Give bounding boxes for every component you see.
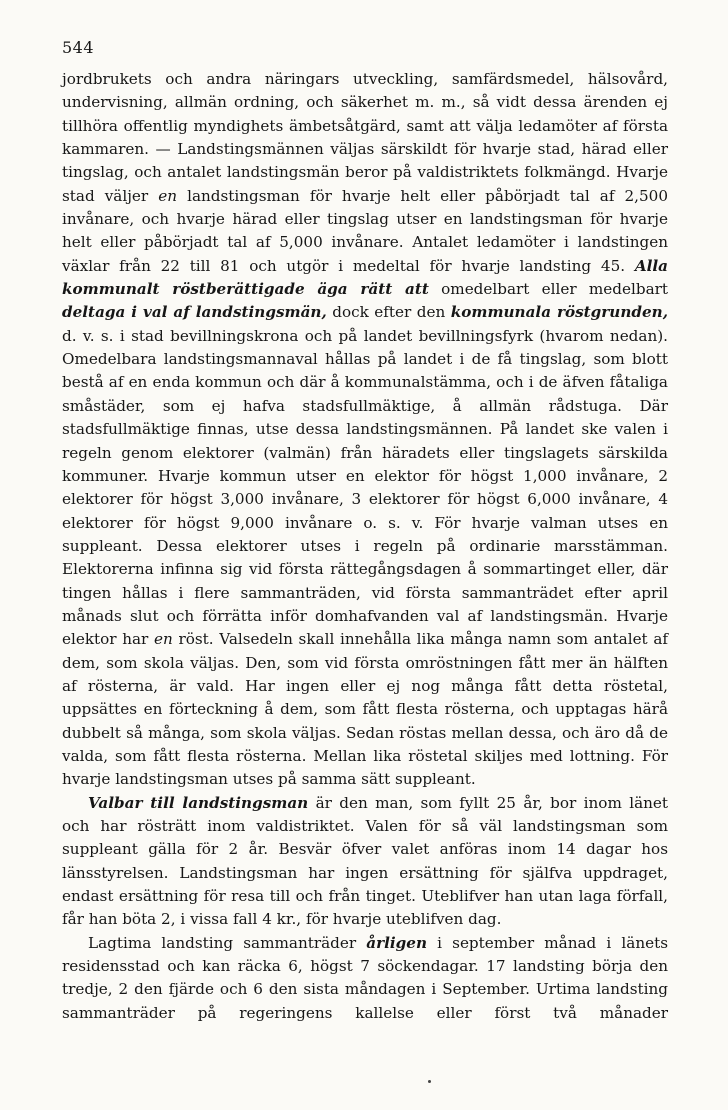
bold-emphasis: deltaga i val af landstingsmän, [62, 303, 327, 322]
body-text [62, 68, 668, 1025]
bold-emphasis: årligen [366, 933, 427, 952]
text-run: Lagtima landsting sammanträder [88, 933, 367, 952]
bold-emphasis: kommunala röstgrunden, [450, 303, 668, 322]
text-run: omedelbart eller medelbart [428, 280, 668, 299]
text-run: i september månad i länets residensstad och kan räcka 6, högst 7 söckendagar. 17 landsting börja den tredje, 2 den fjärde och 6 den sista måndagen i September. Urtima landsting sammanträder på regeringens kallelse eller först två månader [62, 933, 669, 1022]
text-run: röst. Valsedeln skall innehålla lika många namn som antalet af dem, som skola väljas. Den, som vid första omröstningen fått mer än hälften af rösterna, är vald. Har ingen eller ej nog många fått detta röstetal, uppsättes en förteckning å dem, som fått flesta rösterna, och upptagas härå dubbelt så många, som skola väljas. Sedan röstas mellan dessa, och äro då de valda, som fått flesta rösterna. Mellan lika röstetal skiljes med lottning. För hvarje landstingsman utses på samma sätt suppleant. [62, 630, 669, 789]
emphasis: en [154, 630, 173, 649]
text-run: d. v. s. i stad bevillningskrona och på landet bevillningsfyrk (hvarom nedan). Omedelbara landstingsmannaval hållas på landet i de få tingslag, som blott bestå af en enda kommun och där å kommunalstämma, och i de äfven fåtaliga småstäder, som ej hafva stadsfullmäktige, å allmän rådstuga. Där stadsfullmäktige finnas, utse dessa landstingsmännen. På landet ske valen i regeln genom elektorer (valmän) från häradets eller tingslagets särskilda kommuner. Hvarje kommun utser en elektor för högst 1,000 invånare, 2 elektorer för högst 3,000 invånare, 3 elektorer för högst 6,000 invånare, 4 elektorer för högst 9,000 invånare o. s. v. För hvarje valman utses en suppleant. Dessa elektorer utses i regeln på ordinarie marsstämman. Elektorerna infinna sig vid första rättegångsdagen å sommartinget eller, där tingen hållas i flere sammanträden, vid första sammanträdet efter april månads slut och förrätta inför domhafvanden val af landstingsmän. Hvarje elektor har [62, 326, 668, 649]
text-run: dock efter den [326, 303, 451, 322]
page-number: 544 [62, 38, 95, 57]
text-run: jordbrukets och andra näringars utveckling, samfärdsmedel, hälsovård, undervisning, allmän ordning, och säkerhet m. m., så vidt dessa ärenden ej tillhöra offentlig myndighets ämbetsåtgärd, samt att välja ledamöter af första kammaren. — Landstingsmännen väljas särskildt för hvarje stad, härad eller tingslag, och antalet landstingsmän beror på valdistriktets folkmängd. Hvarje stad väljer [62, 70, 668, 205]
text-run: landstingsman för hvarje helt eller påbörjadt tal af 2,500 invånare, och hvarje härad eller tingslag utser en landstingsman för hvarje helt eller påbörjadt tal af 5,000 invånare. Antalet ledamöter i landstingen växlar från 22 till 81 och utgör i medeltal för hvarje landsting 45. [62, 186, 668, 275]
emphasis: en [158, 186, 178, 205]
bold-emphasis: Alla kommunalt röstberättigade äga rätt att [62, 256, 668, 299]
ink-speck [428, 1080, 431, 1083]
bold-emphasis: Valbar till landstingsman [88, 793, 309, 812]
paragraph-1 [62, 68, 668, 792]
paragraph-2 [62, 792, 668, 932]
text-run: är den man, som fyllt 25 år, bor inom länet och har rösträtt inom valdistriktet. Valen för så väl landstingsman som suppleant gälla för 2 år. Besvär öfver valet anföras inom 14 dagar hos länsstyrelsen. Landstingsman har ingen ersättning för själfva uppdraget, endast ersättning för resa till och från tinget. Uteblifver han utan laga förfall, får han böta 2, i vissa fall 4 kr., för hvarje uteblifven dag. [62, 793, 668, 929]
paragraph-3 [62, 932, 668, 1025]
